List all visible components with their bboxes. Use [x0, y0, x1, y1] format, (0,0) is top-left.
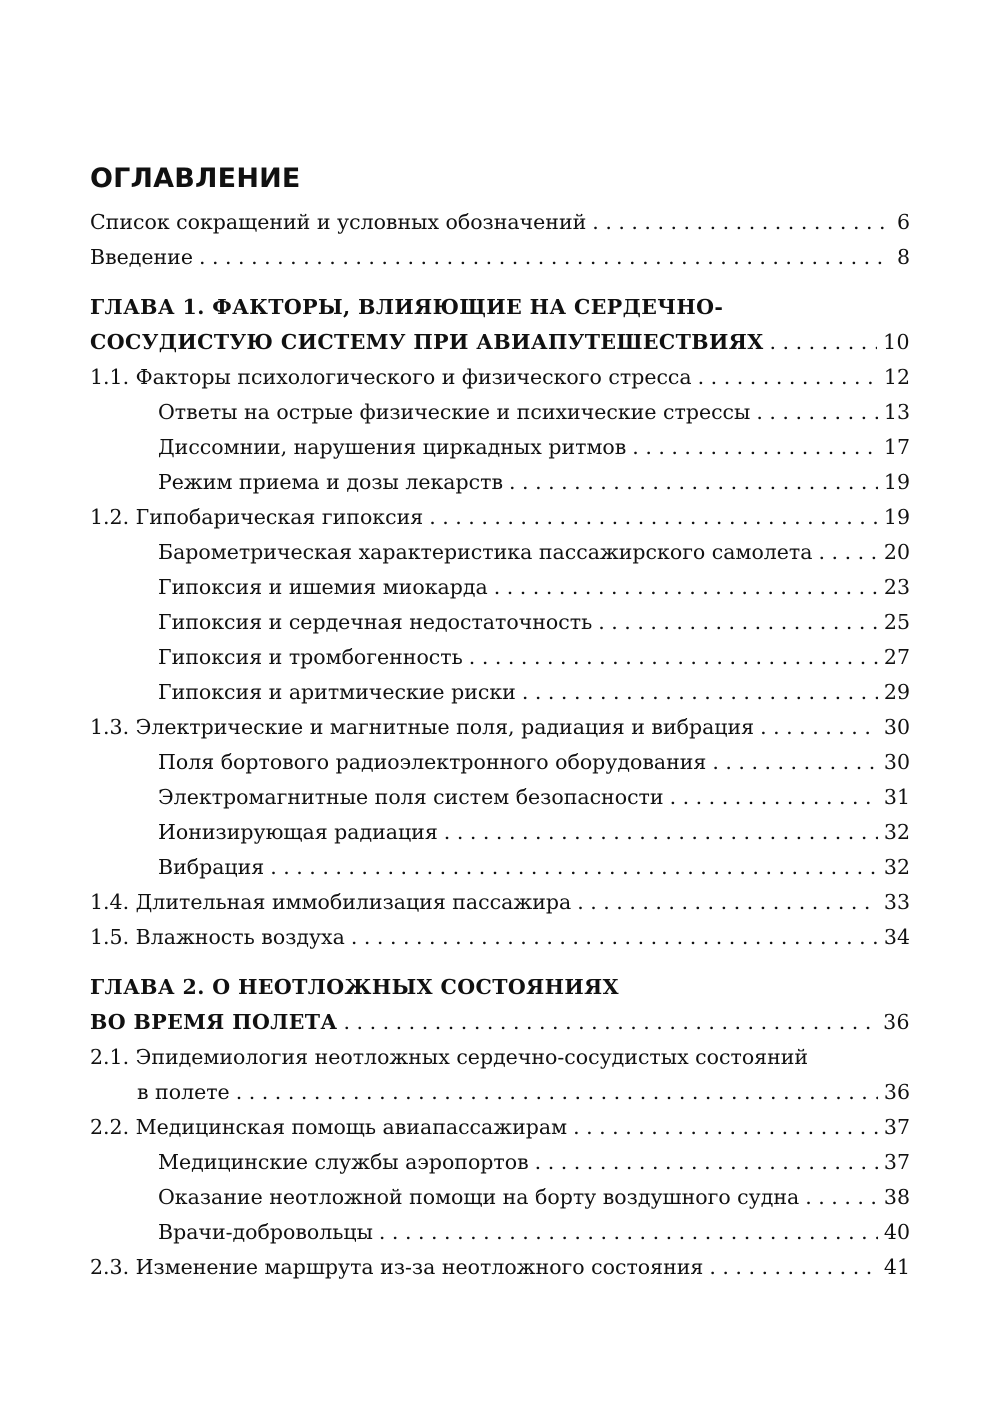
chapter-title-entry	[90, 325, 910, 360]
toc-entry-label: Гипоксия и тромбогенность	[158, 645, 463, 669]
toc-page-number: 13	[883, 400, 910, 424]
dot-leader	[344, 1005, 878, 1040]
toc-entry-label: Барометрическая характеристика пассажирского самолета	[158, 540, 813, 564]
toc-subentry	[90, 850, 910, 885]
dot-leader	[522, 675, 878, 710]
toc-page-number: 32	[883, 820, 910, 844]
toc-subentry	[90, 570, 910, 605]
toc-page-number: 25	[883, 610, 910, 634]
toc-entry-label: Электромагнитные поля систем безопасности	[158, 785, 664, 809]
dot-leader	[712, 745, 878, 780]
toc-entry-label: Вибрация	[158, 855, 265, 879]
chapter-title-line: ГЛАВА 2. О НЕОТЛОЖНЫХ СОСТОЯНИЯХ	[90, 975, 619, 999]
toc-entry-label: Поля бортового радиоэлектронного оборудования	[158, 750, 707, 774]
dot-leader	[805, 1180, 878, 1215]
toc-page-number: 30	[883, 750, 910, 774]
dot-leader	[819, 535, 878, 570]
toc-page-number: 32	[883, 855, 910, 879]
toc-page-number: 36	[883, 1010, 910, 1034]
dot-leader	[770, 325, 878, 360]
toc-subentry	[90, 1180, 910, 1215]
toc-entry	[90, 710, 910, 745]
toc-entry	[90, 920, 910, 955]
toc-entry-label: 2.3. Изменение маршрута из-за неотложного состояния	[90, 1255, 704, 1279]
toc-page-number: 17	[883, 435, 910, 459]
dot-leader	[760, 710, 878, 745]
dot-leader	[429, 500, 878, 535]
dot-leader	[509, 465, 878, 500]
toc-subentry	[90, 1145, 910, 1180]
toc-subentry	[90, 605, 910, 640]
toc-subentry	[90, 815, 910, 850]
toc-entry-label: 2.1. Эпидемиология неотложных сердечно-сосудистых состояний	[90, 1045, 809, 1069]
chapter-2-heading	[90, 970, 910, 1040]
toc-page-number: 41	[883, 1255, 910, 1279]
toc-entry-label: Ответы на острые физические и психические стрессы	[158, 400, 751, 424]
toc-entry	[90, 205, 910, 240]
toc-entry-label: Ионизирующая радиация	[158, 820, 438, 844]
dot-leader	[351, 920, 878, 955]
toc-entry-label: Список сокращений и условных обозначений	[90, 210, 587, 234]
toc-entry-label: в полете	[137, 1080, 230, 1104]
toc-entry	[90, 885, 910, 920]
toc-entry-label: Оказание неотложной помощи на борту воздушного судна	[158, 1185, 800, 1209]
toc-page-number: 23	[883, 575, 910, 599]
dot-leader	[236, 1075, 878, 1110]
chapter-title-line: СОСУДИСТУЮ СИСТЕМУ ПРИ АВИАПУТЕШЕСТВИЯХ	[90, 330, 764, 354]
dot-leader	[670, 780, 878, 815]
dot-leader	[535, 1145, 878, 1180]
table-of-contents	[90, 160, 910, 1285]
dot-leader	[444, 815, 878, 850]
toc-page-number: 19	[883, 505, 910, 529]
toc-page-number: 34	[883, 925, 910, 949]
toc-subentry	[90, 745, 910, 780]
toc-subentry	[90, 535, 910, 570]
dot-leader	[698, 360, 878, 395]
dot-leader	[270, 850, 878, 885]
toc-subentry	[90, 675, 910, 710]
toc-subentry	[90, 640, 910, 675]
toc-entry-label: Введение	[90, 245, 193, 269]
dot-leader	[379, 1215, 878, 1250]
toc-subentry	[90, 395, 910, 430]
toc-entry-label: 1.3. Электрические и магнитные поля, радиация и вибрация	[90, 715, 755, 739]
toc-entry-label: 1.5. Влажность воздуха	[90, 925, 345, 949]
dot-leader	[598, 605, 878, 640]
toc-entry	[90, 1110, 910, 1145]
dot-leader	[573, 1110, 878, 1145]
toc-page-number: 37	[883, 1115, 910, 1139]
dot-leader	[469, 640, 878, 675]
toc-entry	[90, 360, 910, 395]
toc-page-number: 19	[883, 470, 910, 494]
toc-entry-label: 1.1. Факторы психологического и физического стресса	[90, 365, 692, 389]
toc-page-number: 40	[883, 1220, 910, 1244]
toc-page-number: 8	[896, 245, 910, 269]
page-title: ОГЛАВЛЕНИЕ	[90, 163, 301, 194]
toc-page-number: 38	[883, 1185, 910, 1209]
toc-entry-label: Врачи-добровольцы	[158, 1220, 373, 1244]
toc-page-number: 36	[883, 1080, 910, 1104]
toc-entry	[90, 1250, 910, 1285]
toc-page-number: 20	[883, 540, 910, 564]
toc-page-number: 6	[896, 210, 910, 234]
dot-leader	[632, 430, 878, 465]
toc-entry	[90, 240, 910, 275]
dot-leader	[592, 205, 891, 240]
dot-leader	[199, 240, 891, 275]
toc-page-number: 37	[883, 1150, 910, 1174]
toc-page-number: 12	[883, 365, 910, 389]
toc-entry-label: Диссомнии, нарушения циркадных ритмов	[158, 435, 627, 459]
toc-entry	[90, 500, 910, 535]
chapter-title-entry	[90, 1005, 910, 1040]
toc-entry-label: 2.2. Медицинская помощь авиапассажирам	[90, 1115, 568, 1139]
toc-entry-label: Режим приема и дозы лекарств	[158, 470, 504, 494]
toc-entry-label: 1.2. Гипобарическая гипоксия	[90, 505, 424, 529]
toc-page-number: 29	[883, 680, 910, 704]
chapter-1-heading	[90, 290, 910, 360]
dot-leader	[577, 885, 878, 920]
dot-leader	[494, 570, 878, 605]
toc-entry-label: Гипоксия и сердечная недостаточность	[158, 610, 593, 634]
toc-entry-label: Гипоксия и ишемия миокарда	[158, 575, 488, 599]
toc-page-number: 30	[883, 715, 910, 739]
dot-leader	[756, 395, 878, 430]
toc-page-number: 10	[883, 330, 910, 354]
chapter-title-line: ГЛАВА 1. ФАКТОРЫ, ВЛИЯЮЩИЕ НА СЕРДЕЧНО-	[90, 295, 724, 319]
toc-page-number: 27	[883, 645, 910, 669]
toc-entry-label: Медицинские службы аэропортов	[158, 1150, 529, 1174]
toc-page-number: 31	[883, 785, 910, 809]
chapter-title-line: ВО ВРЕМЯ ПОЛЕТА	[90, 1010, 338, 1034]
toc-entry-multiline	[90, 1040, 910, 1110]
toc-entry-continuation	[90, 1075, 910, 1110]
toc-subentry	[90, 465, 910, 500]
toc-subentry	[90, 430, 910, 465]
toc-page-number: 33	[883, 890, 910, 914]
toc-entry-label: 1.4. Длительная иммобилизация пассажира	[90, 890, 572, 914]
toc-subentry	[90, 780, 910, 815]
dot-leader	[709, 1250, 878, 1285]
toc-subentry	[90, 1215, 910, 1250]
toc-entry-label: Гипоксия и аритмические риски	[158, 680, 516, 704]
